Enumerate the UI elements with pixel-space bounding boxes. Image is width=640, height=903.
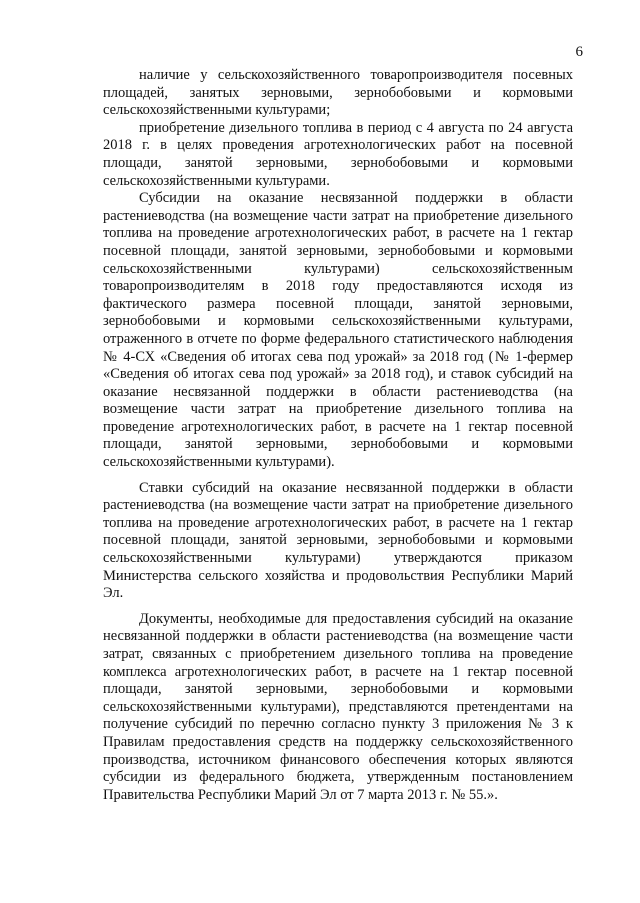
paragraph-required-documents: Документы, необходимые для предоставления субсидий на оказание несвязанной поддержки в области растениеводства (на возмещение части затрат, связанных с приобретением дизельного топлива на проведение комплекса агротехнологических работ, в расчете на 1 гектар посевной площади, занятой зерновыми, зернобобовыми и кормовыми сельскохозяйственными культурами), представляются претендентами на получение субсидий по перечню согласно пункту 3 приложения № 3 к Правилам предоставления средств на поддержку сельскохозяйственного производства, источником финансового обеспечения которых являются субсидии из федерального бюджета, утвержденным постановлением Правительства Республики Марий Эл от 7 марта 2013 г. № 55.». [103,610,573,803]
paragraph-condition-acreage: наличие у сельскохозяйственного товаропроизводителя посевных площадей, занятых зерновыми, зернобобовыми и кормовыми сельскохозяйственными культурами; [103,67,573,119]
page-number: 6 [575,44,583,60]
paragraph-condition-fuel-purchase: приобретение дизельного топлива в период с 4 августа по 24 августа 2018 г. в целях проведения агротехнологических работ на посевной площади, занятой зерновыми, зернобобовыми и кормовыми сельскохозяйственными культурами. [103,119,573,189]
paragraph-subsidy-rates: Ставки субсидий на оказание несвязанной поддержки в области растениеводства (на возмещение части затрат на приобретение дизельного топлива на проведение агротехнологических работ, в расчете на 1 гектар посевной площади, занятой зерновыми, зернобобовыми и кормовыми сельскохозяйственными культурами) утверждаются приказом Министерства сельского хозяйства и продовольствия Республики Марий Эл. [103,479,573,602]
document-body [103,67,573,804]
paragraph-subsidy-calculation: Субсидии на оказание несвязанной поддержки в области растениеводства (на возмещение части затрат на приобретение дизельного топлива на проведение агротехнологических работ, в расчете на 1 гектар посевной площади, занятой зерновыми, зернобобовыми и кормовыми сельскохозяйственными культурами) сельскохозяйственным товаропроизводителям в 2018 году предоставляются исходя из фактического размера посевной площади, занятой зерновыми, зернобобовыми и кормовыми сельскохозяйственными культурами, отраженного в отчете по форме федерального статистического наблюдения № 4-СХ «Сведения об итогах сева под урожай» за 2018 год (№ 1-фермер «Сведения об итогах сева под урожай» за 2018 год), и ставок субсидий на оказание несвязанной поддержки в области растениеводства (на возмещение части затрат на приобретение дизельного топлива на проведение агротехнологических работ, в расчете на 1 гектар посевной площади, занятой зерновыми, зернобобовыми и кормовыми сельскохозяйственными культурами). [103,190,573,471]
